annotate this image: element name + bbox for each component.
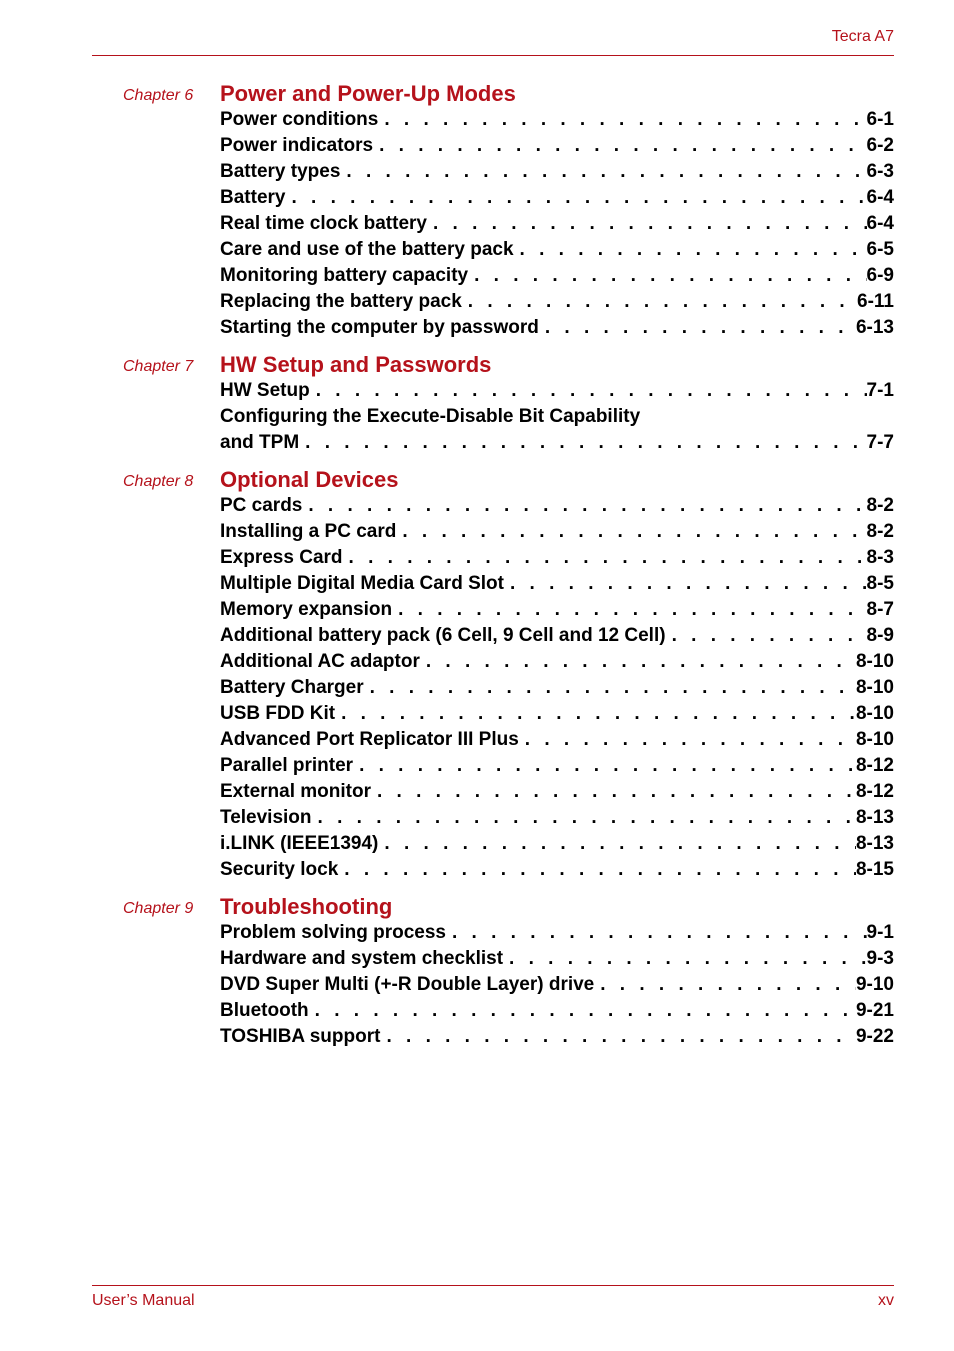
toc-entry-title: Parallel printer bbox=[220, 755, 354, 776]
toc-entry-title: Security lock bbox=[220, 859, 339, 880]
toc-entry-page: 8-2 bbox=[866, 521, 894, 542]
toc-entry[interactable] bbox=[220, 237, 894, 263]
toc-entry-page: 8-10 bbox=[855, 651, 894, 672]
toc-entry-title: Power conditions bbox=[220, 109, 379, 130]
dot-leader bbox=[427, 211, 867, 237]
dot-leader bbox=[446, 920, 867, 946]
toc-entry-page: 9-3 bbox=[866, 948, 894, 969]
chapter-title[interactable]: HW Setup and Passwords bbox=[220, 352, 492, 377]
dot-leader bbox=[420, 649, 856, 675]
dot-leader bbox=[378, 107, 866, 133]
toc-entry-title: Advanced Port Replicator III Plus bbox=[220, 729, 519, 750]
toc-entry-page: 6-1 bbox=[866, 109, 894, 130]
toc-entry-page: 9-1 bbox=[866, 922, 894, 943]
toc-entry-page: 7-1 bbox=[866, 380, 894, 401]
dot-leader bbox=[380, 1024, 856, 1050]
toc-entry[interactable] bbox=[220, 263, 894, 289]
toc-entry-page: 6-2 bbox=[866, 135, 894, 156]
toc-entry-title: USB FDD Kit bbox=[220, 703, 336, 724]
toc-entry[interactable] bbox=[220, 753, 894, 779]
toc-entry[interactable] bbox=[220, 1024, 894, 1050]
toc-entry[interactable] bbox=[220, 857, 894, 883]
toc-entry-title: Replacing the battery pack bbox=[220, 291, 462, 312]
toc-entry[interactable] bbox=[220, 315, 894, 341]
dot-leader bbox=[312, 805, 856, 831]
toc-entry-page: 8-9 bbox=[866, 625, 894, 646]
header-rule bbox=[92, 55, 894, 56]
toc-entry-title: Additional battery pack (6 Cell, 9 Cell and 12 Cell) bbox=[220, 625, 666, 646]
dot-leader bbox=[353, 753, 856, 779]
chapter-title[interactable]: Power and Power-Up Modes bbox=[220, 81, 516, 106]
toc-entry[interactable] bbox=[220, 831, 894, 857]
toc-entry-page: 9-21 bbox=[855, 1000, 894, 1021]
toc-entry-title: Express Card bbox=[220, 547, 343, 568]
dot-leader bbox=[310, 378, 867, 404]
dot-leader bbox=[299, 430, 866, 456]
toc-entry-page: 8-12 bbox=[855, 781, 894, 802]
toc-entry-page: 6-5 bbox=[866, 239, 894, 260]
dot-leader bbox=[338, 857, 856, 883]
toc-entry-page: 8-12 bbox=[855, 755, 894, 776]
toc-entry-title: Starting the computer by password bbox=[220, 317, 539, 338]
toc-entry[interactable] bbox=[220, 185, 894, 211]
dot-leader bbox=[335, 701, 856, 727]
toc-entry-title: Bluetooth bbox=[220, 1000, 309, 1021]
dot-leader bbox=[504, 571, 867, 597]
toc-entry[interactable] bbox=[220, 211, 894, 237]
toc-entry[interactable] bbox=[220, 493, 894, 519]
toc-entry-page: 6-13 bbox=[855, 317, 894, 338]
toc-entry-title: Installing a PC card bbox=[220, 521, 397, 542]
toc-entry-title: Battery Charger bbox=[220, 677, 364, 698]
dot-leader bbox=[519, 727, 856, 753]
toc-entry-page: 8-7 bbox=[866, 599, 894, 620]
toc-entry[interactable] bbox=[220, 430, 894, 456]
chapter-label: Chapter 7 bbox=[123, 358, 194, 375]
footer-rule bbox=[92, 1285, 894, 1286]
chapter-label: Chapter 9 bbox=[123, 900, 194, 917]
dot-leader bbox=[364, 675, 856, 701]
toc-entry-page: 6-3 bbox=[866, 161, 894, 182]
toc-entry[interactable] bbox=[220, 519, 894, 545]
toc-entry-page: 6-4 bbox=[866, 187, 894, 208]
toc-entry-title: External monitor bbox=[220, 781, 371, 802]
toc-entry-title: i.LINK (IEEE1394) bbox=[220, 833, 379, 854]
toc-entry-page: 8-13 bbox=[855, 807, 894, 828]
toc-entry-page: 6-9 bbox=[866, 265, 894, 286]
toc-entry-page: 8-5 bbox=[866, 573, 894, 594]
toc-entry-page: 8-10 bbox=[855, 677, 894, 698]
toc-entry[interactable] bbox=[220, 289, 894, 315]
toc-entry-page: 8-15 bbox=[855, 859, 894, 880]
toc-entry[interactable] bbox=[220, 571, 894, 597]
toc-entry[interactable] bbox=[220, 946, 894, 972]
chapter-section bbox=[0, 80, 954, 341]
dot-leader bbox=[539, 315, 856, 341]
toc-entry[interactable] bbox=[220, 133, 894, 159]
toc-entry-title: Problem solving process bbox=[220, 922, 446, 943]
toc-entry[interactable] bbox=[220, 623, 894, 649]
toc-entry[interactable] bbox=[220, 727, 894, 753]
toc-entry[interactable] bbox=[220, 378, 894, 404]
toc-entry[interactable] bbox=[220, 649, 894, 675]
toc-entry[interactable] bbox=[220, 920, 894, 946]
dot-leader bbox=[371, 779, 856, 805]
toc-entry[interactable] bbox=[220, 779, 894, 805]
dot-leader bbox=[340, 159, 866, 185]
toc-entry[interactable] bbox=[220, 805, 894, 831]
toc-entry-page: 8-2 bbox=[866, 495, 894, 516]
toc-entry-title: Monitoring battery capacity bbox=[220, 265, 469, 286]
toc-entry-page: 6-4 bbox=[866, 213, 894, 234]
toc-entry-title: Real time clock battery bbox=[220, 213, 427, 234]
page-number: xv bbox=[878, 1292, 894, 1309]
toc-entry[interactable] bbox=[220, 701, 894, 727]
dot-leader bbox=[285, 185, 866, 211]
toc-entry-title: HW Setup bbox=[220, 380, 310, 401]
toc-entry-page: 8-10 bbox=[855, 729, 894, 750]
toc-entry[interactable] bbox=[220, 545, 894, 571]
chapter-section bbox=[0, 466, 954, 883]
chapter-section bbox=[0, 351, 954, 456]
toc-entry-title: Power indicators bbox=[220, 135, 374, 156]
toc-entry-title: DVD Super Multi (+-R Double Layer) drive bbox=[220, 974, 595, 995]
toc-entry[interactable] bbox=[220, 597, 894, 623]
dot-leader bbox=[594, 972, 856, 998]
dot-leader bbox=[343, 545, 867, 571]
dot-leader bbox=[666, 623, 867, 649]
toc-entry-first-line[interactable]: Configuring the Execute-Disable Bit Capability bbox=[220, 406, 641, 427]
toc-entry-title: PC cards bbox=[220, 495, 303, 516]
toc-entry-page: 8-10 bbox=[855, 703, 894, 724]
dot-leader bbox=[378, 831, 856, 857]
toc-entry-page: 8-13 bbox=[855, 833, 894, 854]
toc-entry-title: Battery bbox=[220, 187, 286, 208]
toc-entry[interactable] bbox=[220, 998, 894, 1024]
toc-entry-page: 9-10 bbox=[855, 974, 894, 995]
toc-entry-title: Multiple Digital Media Card Slot bbox=[220, 573, 504, 594]
toc-entry-title: Additional AC adaptor bbox=[220, 651, 420, 672]
dot-leader bbox=[468, 263, 866, 289]
dot-leader bbox=[503, 946, 867, 972]
dot-leader bbox=[396, 519, 866, 545]
dot-leader bbox=[392, 597, 866, 623]
toc-entry[interactable] bbox=[220, 675, 894, 701]
chapter-label: Chapter 8 bbox=[123, 473, 194, 490]
toc-entry-title: Television bbox=[220, 807, 312, 828]
toc-entry-page: 6-11 bbox=[857, 291, 894, 312]
toc-entry-title: Care and use of the battery pack bbox=[220, 239, 514, 260]
toc-entry[interactable] bbox=[220, 972, 894, 998]
toc-entry-page: 8-3 bbox=[866, 547, 894, 568]
toc-entry[interactable] bbox=[220, 159, 894, 185]
dot-leader bbox=[514, 237, 867, 263]
toc-entry[interactable] bbox=[220, 107, 894, 133]
chapter-section bbox=[0, 893, 954, 1050]
dot-leader bbox=[309, 998, 856, 1024]
header-title: Tecra A7 bbox=[831, 28, 894, 45]
toc-entry-title: and TPM bbox=[220, 432, 300, 453]
chapter-label: Chapter 6 bbox=[123, 87, 194, 104]
toc-entry-title: Hardware and system checklist bbox=[220, 948, 504, 969]
toc-entry-title: Battery types bbox=[220, 161, 341, 182]
toc-entry-page: 9-22 bbox=[855, 1026, 894, 1047]
chapter-title[interactable]: Optional Devices bbox=[220, 467, 399, 492]
dot-leader bbox=[373, 133, 866, 159]
dot-leader bbox=[302, 493, 866, 519]
chapter-title[interactable]: Troubleshooting bbox=[220, 894, 393, 919]
footer-manual-title: User’s Manual bbox=[92, 1292, 195, 1309]
dot-leader bbox=[462, 289, 857, 315]
table-of-contents bbox=[0, 80, 954, 1060]
toc-entry-page: 7-7 bbox=[866, 432, 894, 453]
toc-entry-title: TOSHIBA support bbox=[220, 1026, 381, 1047]
toc-entry-title: Memory expansion bbox=[220, 599, 393, 620]
